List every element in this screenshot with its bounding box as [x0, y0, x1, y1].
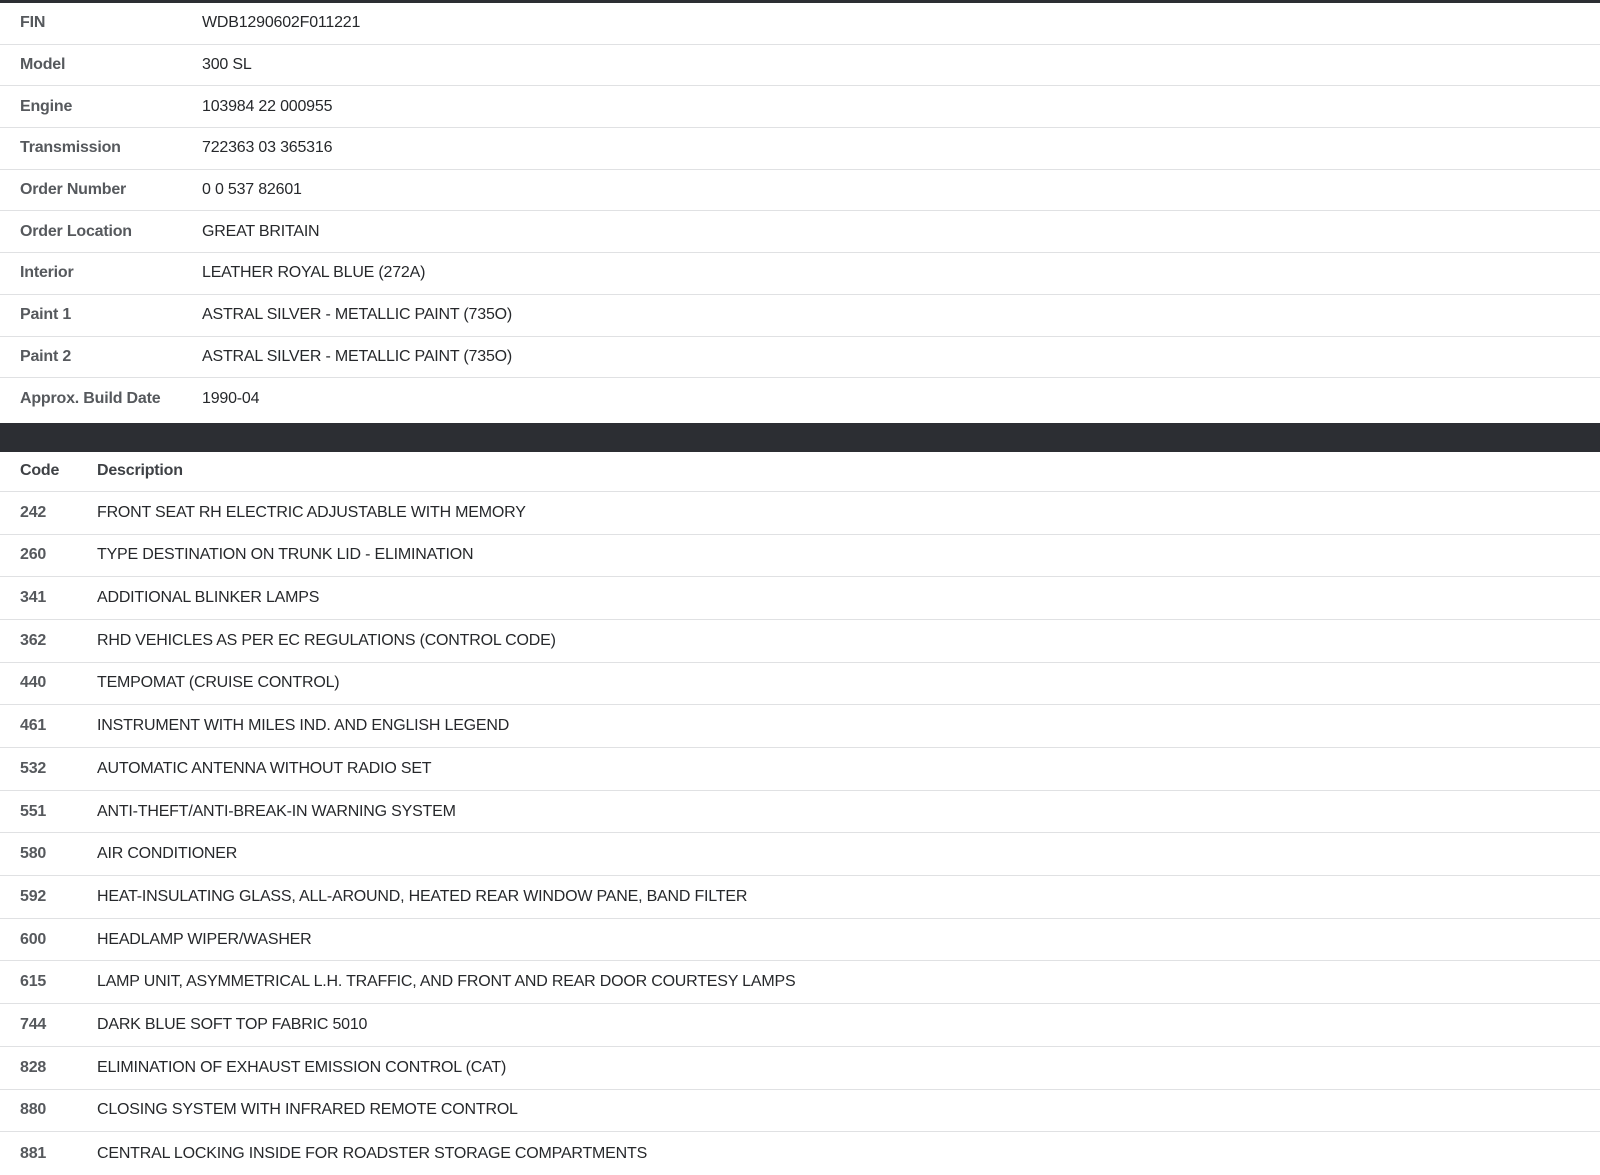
spec-label: Engine: [20, 97, 73, 115]
option-code: 461: [20, 717, 47, 735]
option-description: CENTRAL LOCKING INSIDE FOR ROADSTER STORAGE COMPARTMENTS: [97, 1144, 648, 1162]
option-code: 242: [20, 503, 47, 521]
spec-row-fin: [0, 3, 1600, 45]
option-code: 615: [20, 973, 47, 991]
spec-value: ASTRAL SILVER - METALLIC PAINT (735O): [202, 306, 513, 324]
spec-row-paint-1: [0, 295, 1600, 337]
option-code: 341: [20, 589, 47, 607]
option-code: 880: [20, 1101, 47, 1119]
option-code: 600: [20, 930, 47, 948]
spec-label: Interior: [20, 264, 74, 282]
spec-value: WDB1290602F011221: [202, 14, 361, 32]
spec-value: 1990-04: [202, 390, 260, 408]
option-description: TYPE DESTINATION ON TRUNK LID - ELIMINATION: [97, 546, 474, 564]
option-description: HEAT-INSULATING GLASS, ALL-AROUND, HEATED REAR WINDOW PANE, BAND FILTER: [97, 887, 748, 905]
spec-label: Paint 1: [20, 306, 72, 324]
spec-value: 103984 22 000955: [202, 97, 333, 115]
spec-value: 722363 03 365316: [202, 139, 333, 157]
option-code: 551: [20, 802, 47, 820]
option-description: AUTOMATIC ANTENNA WITHOUT RADIO SET: [97, 759, 432, 777]
spec-label: Approx. Build Date: [20, 390, 161, 408]
option-description: DARK BLUE SOFT TOP FABRIC 5010: [97, 1015, 368, 1033]
option-row-744: [0, 1004, 1600, 1047]
option-row-580: [0, 833, 1600, 876]
option-description: HEADLAMP WIPER/WASHER: [97, 930, 312, 948]
spec-label: Paint 2: [20, 347, 72, 365]
option-description: FRONT SEAT RH ELECTRIC ADJUSTABLE WITH MEMORY: [97, 503, 526, 521]
spec-label: Model: [20, 56, 66, 74]
spec-label: FIN: [20, 14, 46, 32]
option-code: 828: [20, 1058, 47, 1076]
option-row-615: [0, 961, 1600, 1004]
option-row-881: [0, 1132, 1600, 1175]
vehicle-spec-table: [0, 3, 1600, 420]
spec-row-transmission: [0, 128, 1600, 170]
option-description: RHD VEHICLES AS PER EC REGULATIONS (CONTROL CODE): [97, 631, 556, 649]
option-code: 260: [20, 546, 47, 564]
option-row-362: [0, 620, 1600, 663]
option-row-592: [0, 876, 1600, 919]
option-description: ELIMINATION OF EXHAUST EMISSION CONTROL (CAT): [97, 1058, 507, 1076]
options-table-header: [0, 452, 1600, 492]
option-row-600: [0, 919, 1600, 962]
option-code: 744: [20, 1015, 47, 1033]
spec-row-build-date: [0, 378, 1600, 420]
spec-value: ASTRAL SILVER - METALLIC PAINT (735O): [202, 347, 513, 365]
option-row-341: [0, 577, 1600, 620]
option-code: 580: [20, 845, 47, 863]
spec-value: LEATHER ROYAL BLUE (272A): [202, 264, 426, 282]
spec-value: GREAT BRITAIN: [202, 222, 320, 240]
section-divider-bar: [0, 423, 1600, 452]
option-description: CLOSING SYSTEM WITH INFRARED REMOTE CONTROL: [97, 1101, 518, 1119]
spec-row-interior: [0, 253, 1600, 295]
option-code: 440: [20, 674, 47, 692]
option-row-880: [0, 1090, 1600, 1133]
option-code: 532: [20, 759, 47, 777]
option-row-551: [0, 791, 1600, 834]
spec-value: 300 SL: [202, 56, 252, 74]
options-table: [0, 452, 1600, 1175]
option-row-440: [0, 663, 1600, 706]
spec-label: Order Location: [20, 222, 132, 240]
option-code: 362: [20, 631, 47, 649]
option-description: ANTI-THEFT/ANTI-BREAK-IN WARNING SYSTEM: [97, 802, 456, 820]
option-description: TEMPOMAT (CRUISE CONTROL): [97, 674, 340, 692]
spec-row-engine: [0, 86, 1600, 128]
spec-row-paint-2: [0, 337, 1600, 379]
spec-row-model: [0, 45, 1600, 87]
option-row-828: [0, 1047, 1600, 1090]
option-description: INSTRUMENT WITH MILES IND. AND ENGLISH LEGEND: [97, 717, 510, 735]
spec-label: Transmission: [20, 139, 121, 157]
description-column-header: Description: [97, 462, 183, 480]
option-row-242: [0, 492, 1600, 535]
spec-label: Order Number: [20, 181, 127, 199]
option-row-461: [0, 705, 1600, 748]
spec-value: 0 0 537 82601: [202, 181, 302, 199]
option-code: 881: [20, 1144, 47, 1162]
spec-row-order-location: [0, 211, 1600, 253]
option-code: 592: [20, 887, 47, 905]
option-description: AIR CONDITIONER: [97, 845, 238, 863]
code-column-header: Code: [20, 462, 60, 480]
option-row-260: [0, 535, 1600, 578]
option-description: LAMP UNIT, ASYMMETRICAL L.H. TRAFFIC, AND FRONT AND REAR DOOR COURTESY LAMPS: [97, 973, 796, 991]
option-description: ADDITIONAL BLINKER LAMPS: [97, 589, 320, 607]
option-row-532: [0, 748, 1600, 791]
spec-row-order-number: [0, 170, 1600, 212]
